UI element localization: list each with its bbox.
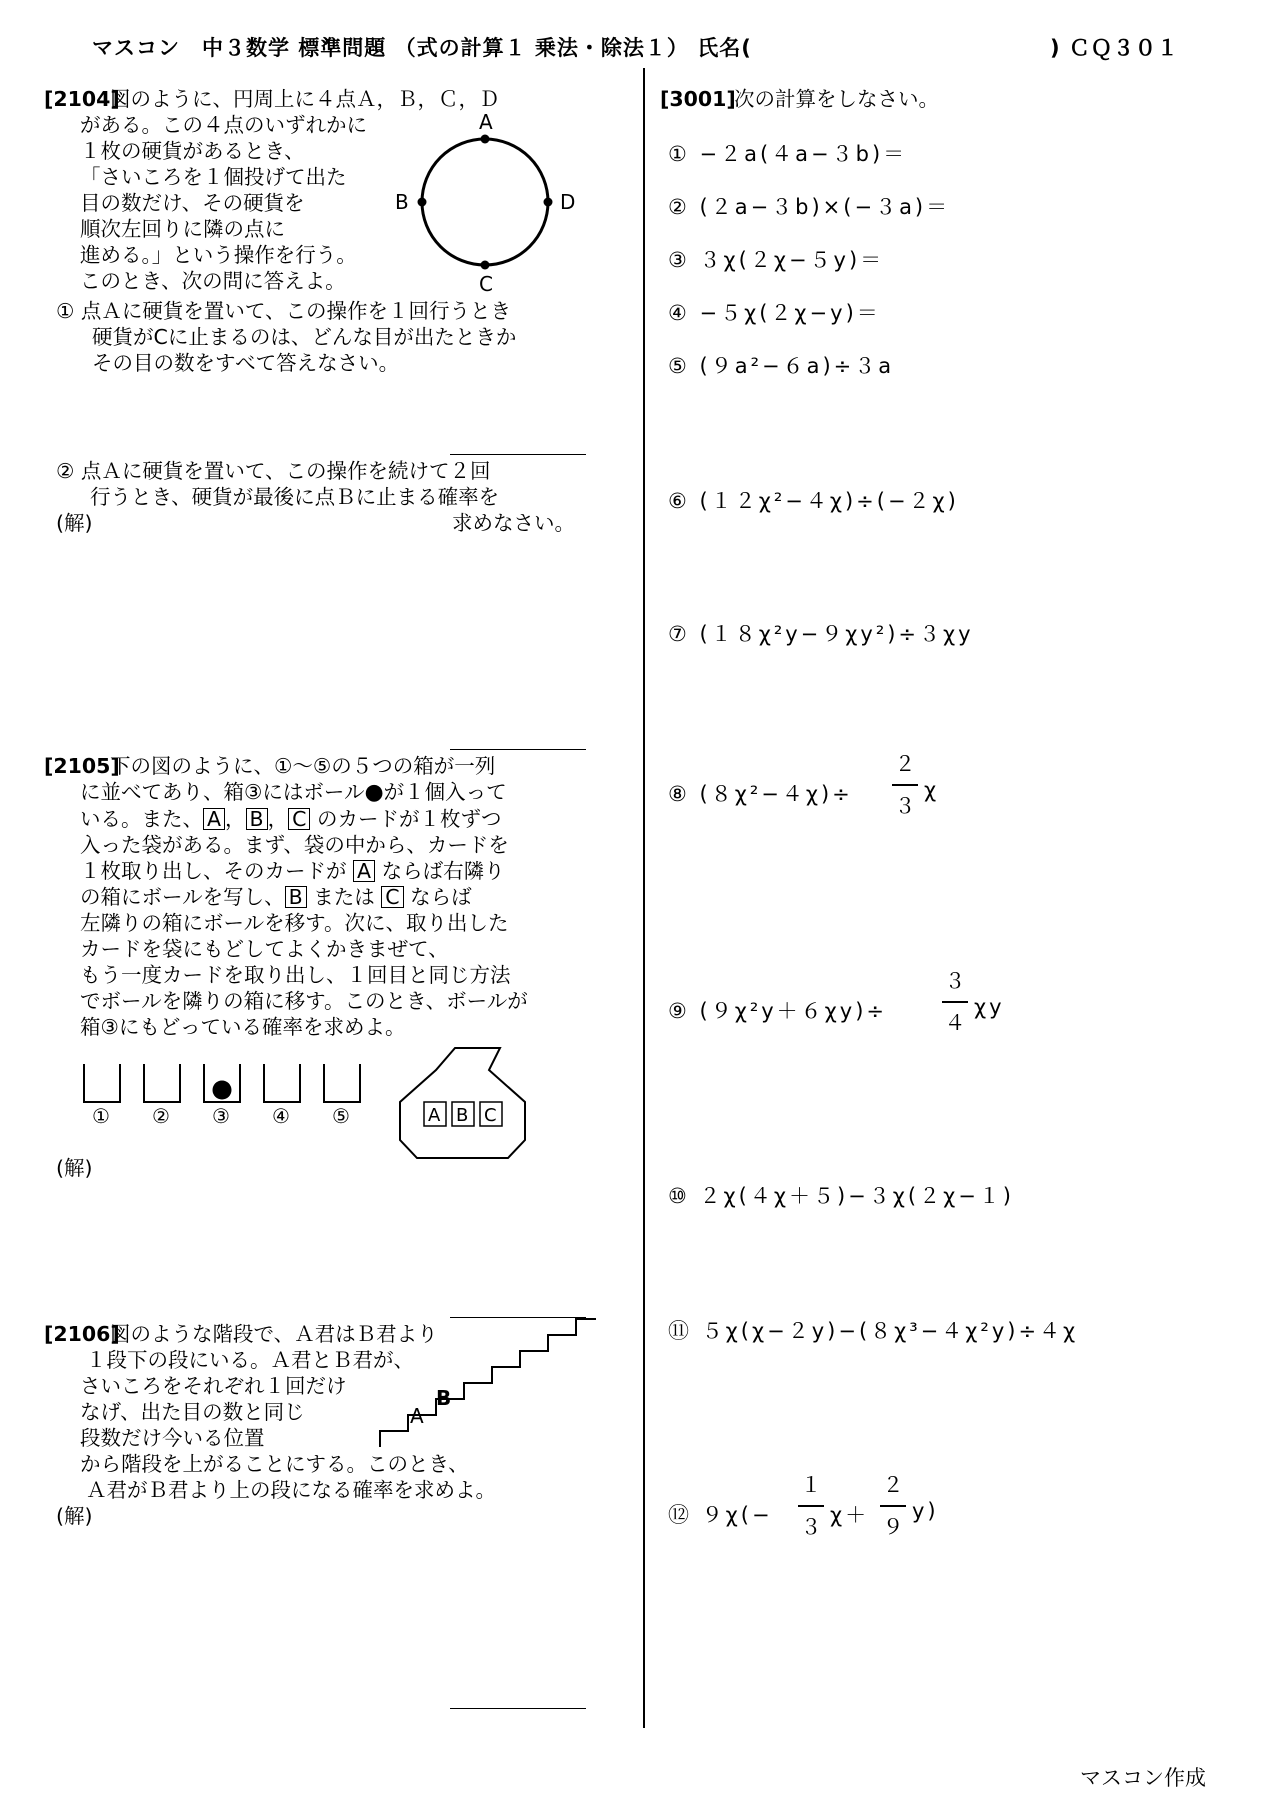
exercise-2: ② (２a−３b)×(−３a)＝	[668, 195, 951, 219]
fraction-2-9: ２ ９	[880, 1471, 906, 1541]
exercise-10: ⑩ ２χ(４χ＋５)−３χ(２χ−１)	[668, 1184, 1014, 1208]
question-2104-2-c: 求めなさい。	[452, 511, 575, 535]
page-title: マスコン 中３数学 標準問題 （式の計算１ 乗法・除法１） 氏名(	[92, 36, 752, 60]
problem-2106-text-4: なげ、出た目の数と同じ	[80, 1400, 305, 1424]
fraction-3-4: ３ ４	[942, 967, 968, 1037]
problem-2105-text-1: 下の図のように、①〜⑤の５つの箱が一列	[110, 754, 496, 778]
label-a: A	[410, 1404, 424, 1428]
problem-2106-text-5: 段数だけ今いる位置	[80, 1426, 265, 1450]
footer-credit: マスコン作成	[1080, 1766, 1206, 1790]
question-2104-1-a: ① 点Ａに硬貨を置いて、この操作を１回行うとき	[56, 299, 511, 323]
bag-card-b-label: B	[456, 1105, 469, 1126]
rule-line	[450, 749, 586, 750]
exercise-9: ⑨ (９χ²y＋６χy)÷	[668, 999, 888, 1023]
rule-line	[450, 454, 586, 455]
point-d	[544, 198, 553, 207]
problem-2106-text-2: １段下の段にいる。Ａ君とＢ君が、	[86, 1348, 414, 1372]
exercise-8-variable: χ	[924, 778, 940, 802]
label-c: C	[479, 272, 493, 296]
label-a: A	[479, 110, 493, 134]
box-label: ④	[272, 1104, 290, 1128]
exercise-11: ⑪ ５χ(χ−２y)−(８χ³−４χ²y)÷４χ	[668, 1319, 1079, 1343]
fraction-1-3: １ ３	[798, 1471, 824, 1541]
label-b: B	[436, 1386, 452, 1410]
fraction-2-3: ２ ３	[892, 750, 918, 820]
exercise-5: ⑤ (９a²−６a)÷３a	[668, 354, 895, 378]
exercise-12: ⑫ ９χ(−	[668, 1503, 773, 1527]
boxes-bag-diagram	[80, 1040, 550, 1170]
card-c: C	[288, 808, 310, 830]
point-c	[481, 261, 490, 270]
problem-2104-text-1: 図のように、円周上に４点Ａ，Ｂ，Ｃ，Ｄ	[110, 87, 500, 111]
card-c: C	[381, 886, 403, 908]
ball-icon: ●	[364, 780, 384, 805]
bag-card-a-label: A	[428, 1105, 441, 1126]
exercise-6: ⑥ (１２χ²−４χ)÷(−２χ)	[668, 489, 959, 513]
exercise-12-middle: χ＋	[830, 1503, 870, 1527]
bag	[400, 1048, 525, 1158]
label-b: B	[395, 190, 409, 214]
circle-diagram	[385, 105, 585, 305]
exercise-7: ⑦ (１８χ²y−９χy²)÷３χy	[668, 622, 974, 646]
column-divider	[643, 68, 645, 1728]
point-a	[481, 135, 490, 144]
card-b: B	[246, 808, 268, 830]
point-b	[418, 198, 427, 207]
card-b: B	[285, 886, 307, 908]
problem-2106-number: [2106]	[44, 1322, 120, 1346]
answer-label: (解)	[56, 1504, 93, 1528]
problem-2105-text-5: １枚取り出し、そのカードが A ならば右隣り	[80, 859, 505, 883]
problem-2106-text-7: Ａ君がＢ君より上の段になる確率を求めよ。	[86, 1478, 496, 1502]
question-2104-2-b: 行うとき、硬貨が最後に点Ｂに止まる確率を	[90, 485, 500, 509]
problem-3001-intro: 次の計算をしなさい。	[734, 87, 939, 111]
card-a: A	[353, 860, 375, 882]
ball-icon	[213, 1081, 232, 1100]
problem-2105-text-8: カードを袋にもどしてよくかきまぜて、	[80, 937, 449, 961]
problem-2104-text-3: １枚の硬貨があるとき、	[80, 139, 305, 163]
label-d: D	[560, 190, 576, 214]
staircase-diagram	[370, 1315, 610, 1455]
problem-2105-text-11: 箱③にもどっている確率を求めよ。	[80, 1015, 406, 1039]
box-4	[264, 1064, 300, 1102]
problem-2106-text-6: から階段を上がることにする。このとき、	[80, 1452, 469, 1476]
exercise-12-end: y)	[912, 1499, 939, 1523]
box-label: ⑤	[332, 1104, 350, 1128]
problem-2106-text-3: さいころをそれぞれ１回だけ	[80, 1374, 347, 1398]
problem-2104-text-4: 「さいころを１個投げて出た	[80, 165, 347, 189]
problem-2105-text-10: でボールを隣りの箱に移す。このとき、ボールが	[80, 989, 528, 1013]
problem-2105-text-2: に並べてあり、箱③にはボール●が１個入って	[80, 780, 507, 805]
card-a: A	[203, 808, 225, 830]
box-5	[324, 1064, 360, 1102]
box-label: ②	[152, 1104, 170, 1128]
problem-3001-number: [3001]	[660, 87, 736, 111]
worksheet-code: ) ＣＱ３０１	[1050, 36, 1179, 60]
problem-2104-text-7: 進める。」という操作を行う。	[80, 243, 357, 267]
answer-label: (解)	[56, 1156, 93, 1180]
problem-2104-text-8: このとき、次の問に答えよ。	[80, 269, 346, 293]
problem-2104-text-2: がある。この４点のいずれかに	[80, 113, 367, 137]
question-2104-1-b: 硬貨がCに止まるのは、どんな目が出たときか	[92, 325, 517, 349]
problem-2104-text-5: 目の数だけ、その硬貨を	[80, 191, 305, 215]
exercise-3: ③ ３χ(２χ−５y)＝	[668, 248, 885, 272]
problem-2104-number: [2104]	[44, 87, 120, 111]
problem-2105-text-9: もう一度カードを取り出し、１回目と同じ方法	[80, 963, 511, 987]
box-2	[144, 1064, 180, 1102]
box-label: ①	[92, 1104, 110, 1128]
exercise-4: ④ −５χ(２χ−y)＝	[668, 301, 881, 325]
rule-line	[450, 1708, 586, 1709]
circle	[422, 139, 548, 265]
answer-label: (解)	[56, 511, 93, 535]
box-1	[84, 1064, 120, 1102]
problem-2105-text-6: の箱にボールを写し、 B または C ならば	[80, 885, 472, 909]
problem-2105-text-3: いる。また、 A ， B ， C のカードが１枚ずつ	[80, 807, 502, 831]
problem-2105-number: [2105]	[44, 754, 120, 778]
bag-card-c-label: C	[484, 1105, 497, 1126]
problem-2104-text-6: 順次左回りに隣の点に	[80, 217, 285, 241]
problem-2105-text-4: 入った袋がある。まず、袋の中から、カードを	[80, 833, 509, 857]
question-2104-1-c: その目の数をすべて答えなさい。	[92, 351, 400, 375]
problem-2105-text-7: 左隣りの箱にボールを移す。次に、取り出した	[80, 911, 509, 935]
problem-2106-text-1: 図のような階段で、Ａ君はＢ君より	[110, 1322, 438, 1346]
box-label: ③	[212, 1104, 230, 1128]
exercise-8: ⑧ (８χ²−４χ)÷	[668, 782, 853, 806]
exercise-1: ① −２a(４a−３b)＝	[668, 142, 908, 166]
question-2104-2-a: ② 点Ａに硬貨を置いて、この操作を続けて２回	[56, 459, 491, 483]
exercise-9-variable: χy	[974, 995, 1005, 1019]
